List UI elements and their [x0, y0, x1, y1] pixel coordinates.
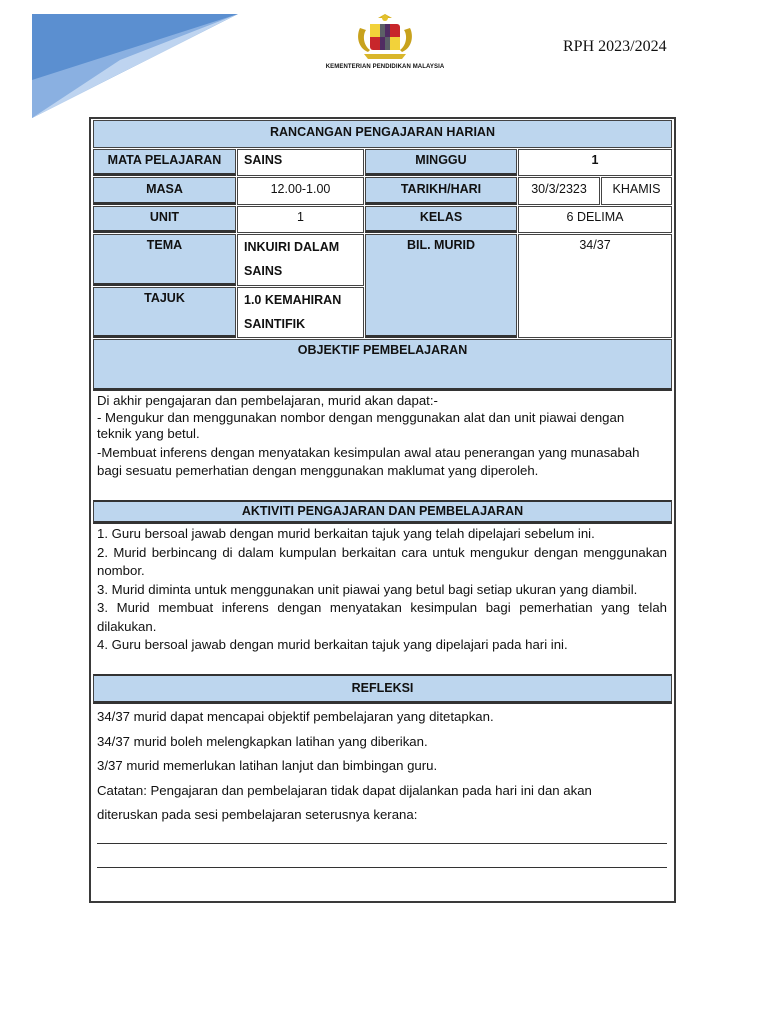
- reflection-line: 34/37 murid boleh melengkapkan latihan yang diberikan.: [97, 733, 428, 749]
- activity-item: 1. Guru bersoal jawab dengan murid berkaitan tajuk yang telah dipelajari sebelum ini.: [97, 526, 595, 541]
- activity-item: 3. Murid diminta untuk menggunakan unit piawai yang betul bagi setiap ukuran yang diambil.: [97, 581, 638, 597]
- blank-answer-line: [97, 867, 667, 868]
- topic-value-line-1: 1.0 KEMAHIRAN: [244, 293, 342, 307]
- activity-item: 3. Murid membuat inferens dengan menyatakan kesimpulan bagi pemerhatian yang telah dilakukan.: [97, 600, 667, 634]
- corner-decoration: [0, 0, 260, 130]
- topic-value-line-2: SAINTIFIK: [244, 317, 306, 331]
- theme-value: [237, 234, 364, 286]
- activity-item: 2. Murid berbincang di dalam kumpulan berkaitan cara untuk mengukur dengan menggunakan nombor.: [97, 544, 667, 578]
- class-value: 6 DELIMA: [518, 206, 672, 233]
- activities-list: [97, 525, 667, 655]
- unit-label: UNIT: [93, 206, 236, 233]
- document-code: RPH 2023/2024: [563, 38, 667, 55]
- reflection-heading: REFLEKSI: [93, 674, 672, 704]
- reflection-line: diteruskan pada sesi pembelajaran seterusnya kerana:: [97, 807, 418, 822]
- students-label: BIL. MURID: [365, 234, 517, 338]
- day-value: KHAMIS: [601, 177, 672, 205]
- activity-item: 4. Guru bersoal jawab dengan murid berkaitan tajuk yang dipelajari pada hari ini.: [97, 637, 568, 652]
- ministry-crest-logo: [352, 12, 418, 62]
- objectives-heading: OBJEKTIF PEMBELAJARAN: [93, 339, 672, 391]
- time-label: MASA: [93, 177, 236, 205]
- objective-line: Di akhir pengajaran dan pembelajaran, murid akan dapat:-: [97, 393, 438, 408]
- students-value: 34/37: [518, 234, 672, 338]
- objective-line: - Mengukur dan menggunakan nombor dengan menggunakan alat dan unit piawai dengan: [97, 409, 625, 425]
- reflection-text: [97, 705, 667, 828]
- blank-answer-line: [97, 843, 667, 844]
- week-label: MINGGU: [365, 149, 517, 176]
- time-value: 12.00-1.00: [237, 177, 364, 205]
- date-value: 30/3/2323: [518, 177, 600, 205]
- theme-value-line-1: INKUIRI DALAM: [244, 240, 340, 254]
- reflection-line: Catatan: Pengajaran dan pembelajaran tidak dapat dijalankan pada hari ini dan akan: [97, 782, 592, 798]
- unit-value: 1: [237, 206, 364, 233]
- theme-value-line-2: SAINS: [244, 264, 283, 278]
- week-value: 1: [518, 149, 672, 176]
- class-label: KELAS: [365, 206, 517, 233]
- topic-value: [237, 287, 364, 338]
- activities-heading: AKTIVITI PENGAJARAN DAN PEMBELAJARAN: [93, 500, 672, 524]
- topic-label: TAJUK: [93, 287, 236, 338]
- objectives-text: [97, 393, 669, 480]
- date-label: TARIKH/HARI: [365, 177, 517, 205]
- subject-value: SAINS: [237, 149, 364, 176]
- objective-line: bagi sesuatu pemerhatian dengan menggunakan maklumat yang diperoleh.: [97, 463, 539, 478]
- subject-label: MATA PELAJARAN: [93, 149, 236, 176]
- reflection-line: 3/37 murid memerlukan latihan lanjut dan bimbingan guru.: [97, 758, 438, 773]
- ministry-name: KEMENTERIAN PENDIDIKAN MALAYSIA: [325, 64, 445, 70]
- lesson-plan-form: [89, 117, 676, 903]
- theme-label: TEMA: [93, 234, 236, 286]
- objective-line: teknik yang betul.: [97, 426, 200, 441]
- form-title: RANCANGAN PENGAJARAN HARIAN: [93, 120, 672, 148]
- reflection-line: 34/37 murid dapat mencapai objektif pembelajaran yang ditetapkan.: [97, 709, 494, 724]
- objective-line: -Membuat inferens dengan menyatakan kesimpulan awal atau penerangan yang munasabah: [97, 444, 640, 460]
